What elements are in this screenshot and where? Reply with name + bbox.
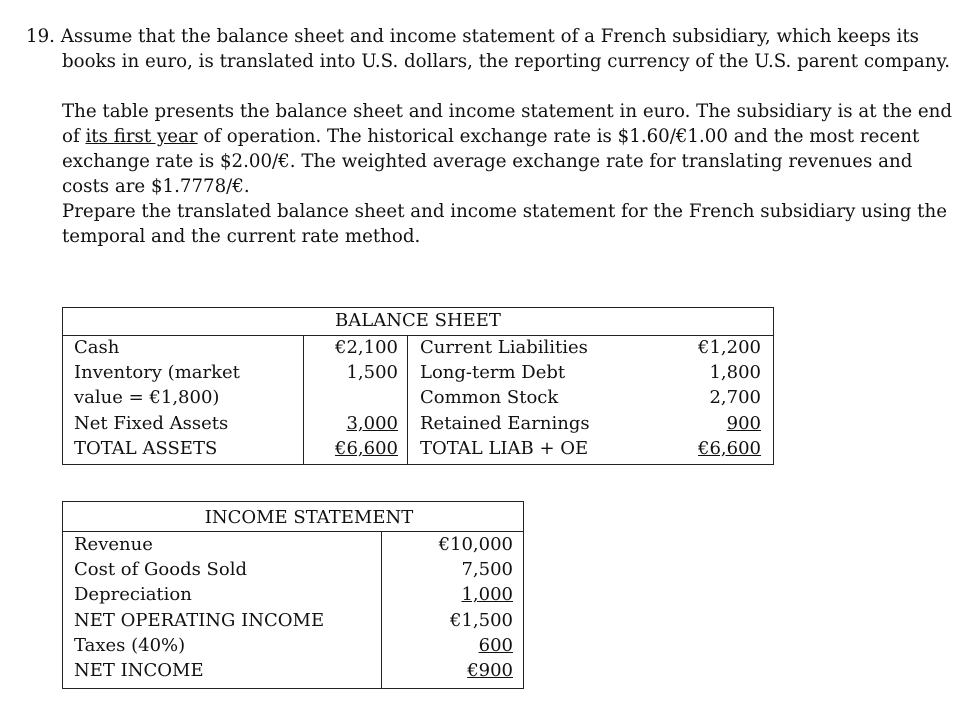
- income-label: Revenue: [74, 534, 153, 555]
- question-number: 19.: [26, 26, 55, 47]
- balance-sheet-divider-2: [407, 335, 408, 464]
- assets-values: [306, 335, 398, 461]
- paragraph-3-line-1: Prepare the translated balance sheet and income statement for the French subsidiary using the: [62, 201, 947, 222]
- income-label: Depreciation: [74, 584, 192, 606]
- income-value: 600: [478, 634, 513, 656]
- paragraph-2-line-2: of its first year of operation. The historical exchange rate is $1.60/€1.00 and the most recent: [62, 126, 920, 147]
- liabilities-labels: [420, 335, 650, 461]
- income-label: Taxes (40%): [74, 634, 186, 656]
- first-year-emphasis: its first year: [85, 126, 198, 147]
- income-value: 1,000: [461, 584, 513, 606]
- question-text: [26, 24, 956, 249]
- asset-label: Cash: [74, 337, 120, 358]
- asset-label: Inventory (market: [74, 362, 240, 384]
- liabilities-values: [663, 335, 761, 461]
- income-statement-table: [62, 501, 524, 689]
- income-statement-title: INCOME STATEMENT: [204, 507, 414, 528]
- asset-value: 1,500: [346, 362, 398, 384]
- asset-label: Net Fixed Assets: [74, 412, 229, 434]
- asset-value: €6,600: [335, 437, 398, 459]
- liability-value: €1,200: [698, 337, 761, 358]
- liability-label: Retained Earnings: [420, 412, 590, 434]
- question-line-2: books in euro, is translated into U.S. dollars, the reporting currency of the U.S. parent company.: [62, 51, 951, 72]
- asset-value: [306, 385, 398, 410]
- income-label: NET INCOME: [74, 659, 204, 681]
- income-statement-divider: [381, 531, 382, 688]
- income-value: €10,000: [438, 534, 513, 555]
- liability-label: Current Liabilities: [420, 337, 588, 358]
- paragraph-3-line-2: temporal and the current rate method.: [62, 226, 421, 247]
- income-statement-values: [393, 532, 513, 683]
- balance-sheet-table: [62, 307, 774, 465]
- question-line-1: 19. Assume that the balance sheet and income statement of a French subsidiary, which keeps its: [26, 26, 919, 47]
- income-value: 7,500: [461, 559, 513, 581]
- income-label: Cost of Goods Sold: [74, 559, 248, 581]
- asset-value: 3,000: [346, 412, 398, 434]
- liability-value: 1,800: [709, 362, 761, 384]
- asset-label: TOTAL ASSETS: [74, 437, 218, 459]
- asset-label: value = €1,800): [74, 387, 220, 409]
- asset-value: €2,100: [335, 337, 398, 358]
- liability-value: €6,600: [698, 437, 761, 459]
- liability-value: 900: [726, 412, 761, 434]
- income-value: €1,500: [450, 609, 513, 631]
- income-value: €900: [467, 659, 513, 681]
- paragraph-2-line-1: The table presents the balance sheet and income statement in euro. The subsidiary is at the end: [62, 101, 953, 122]
- liability-label: Long-term Debt: [420, 362, 566, 384]
- balance-sheet-title: BALANCE SHEET: [335, 310, 501, 331]
- paragraph-2-line-3: exchange rate is $2.00/€. The weighted average exchange rate for translating revenues and: [62, 151, 913, 172]
- liability-label: Common Stock: [420, 387, 559, 409]
- assets-labels: [74, 335, 304, 461]
- liability-label: TOTAL LIAB + OE: [420, 437, 589, 459]
- liability-value: 2,700: [709, 387, 761, 409]
- paragraph-2-line-4: costs are $1.7778/€.: [62, 176, 250, 197]
- income-label: NET OPERATING INCOME: [74, 609, 325, 631]
- income-statement-labels: [74, 532, 374, 683]
